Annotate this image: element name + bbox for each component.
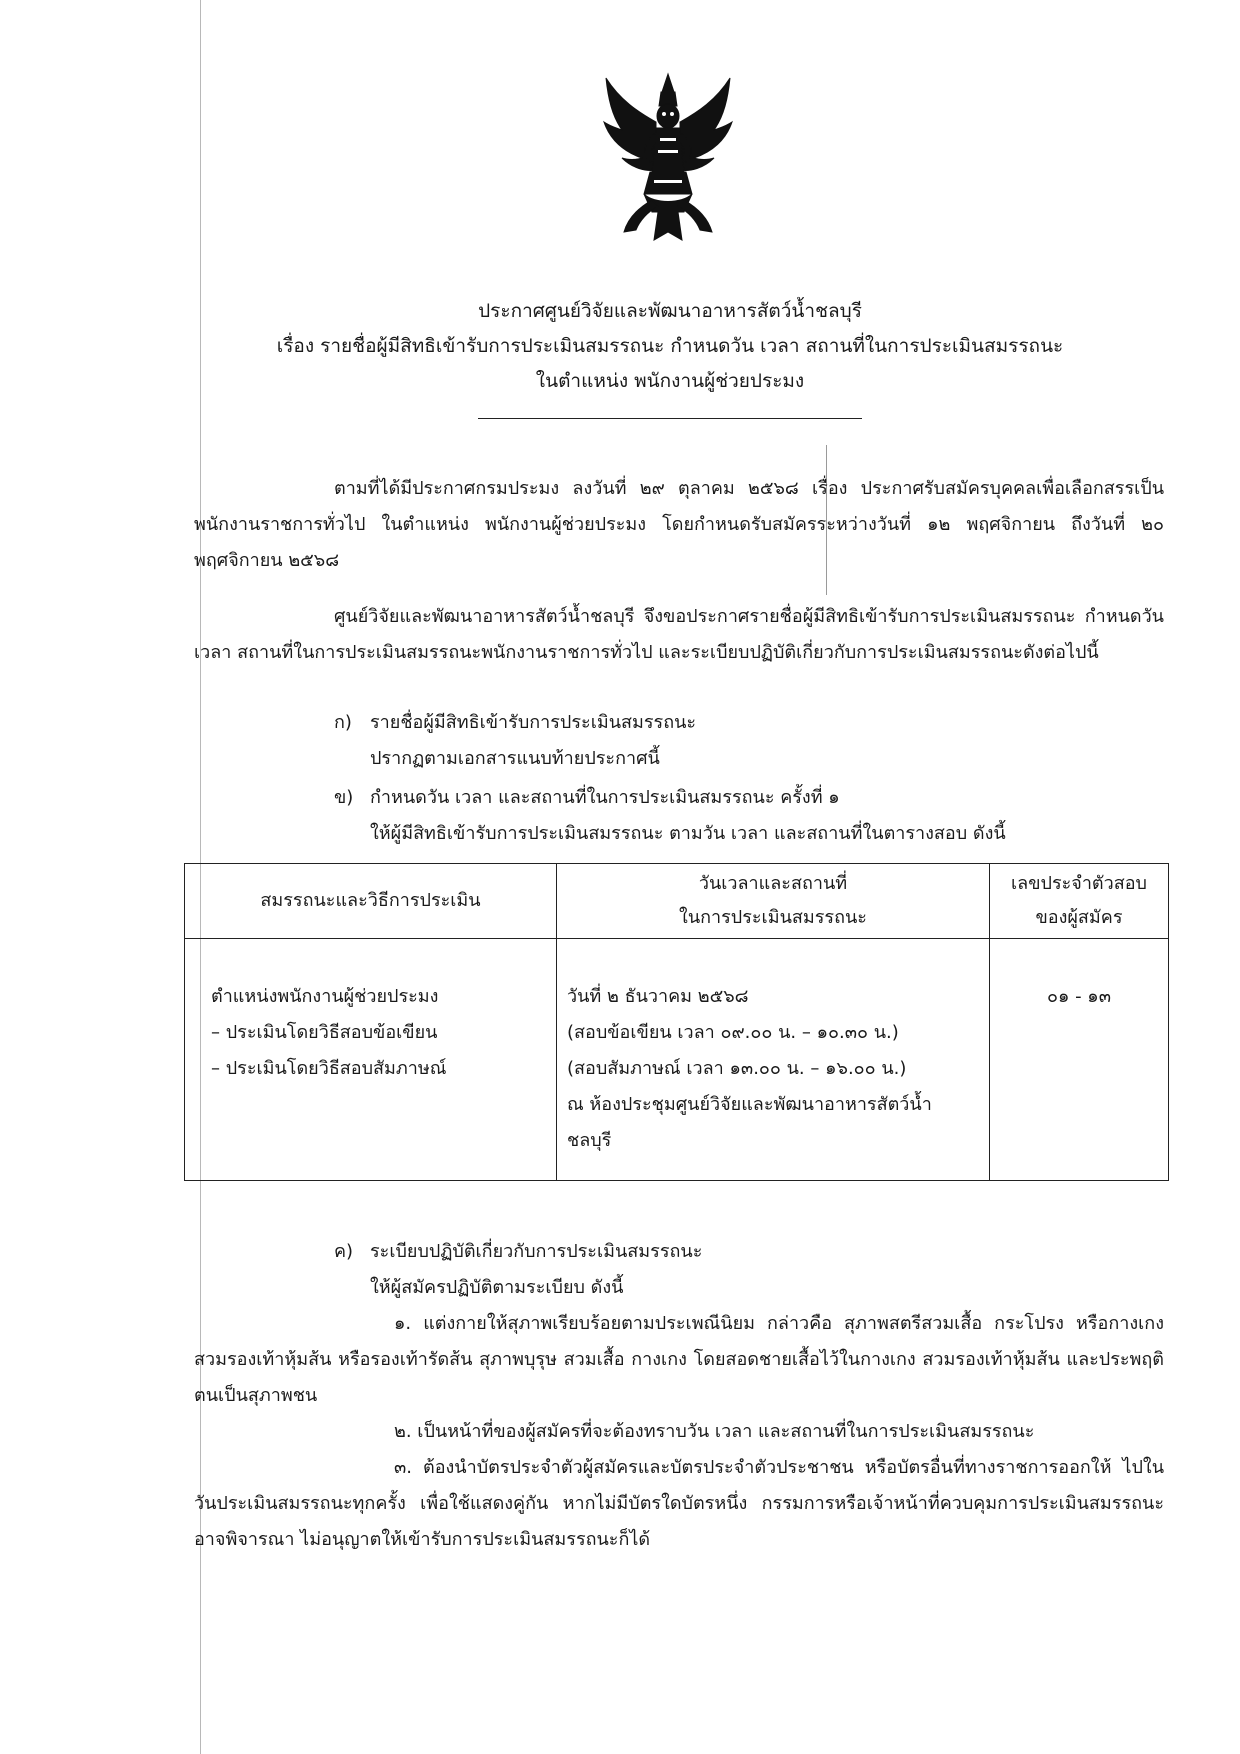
cell-method-interview: – ประเมินโดยวิธีสอบสัมภาษณ์	[211, 1058, 447, 1079]
cell-exam-id-text: ๐๑ - ๑๓	[1046, 986, 1112, 1007]
item-a-line1: รายชื่อผู้มีสิทธิเข้ารับการประเมินสมรรถนะ	[370, 712, 697, 733]
paragraph-reference: ตามที่ได้มีประกาศกรมประมง ลงวันที่ ๒๙ ตุลาคม ๒๕๖๘ เรื่อง ประกาศรับสมัครบุคคลเพื่อเลือกสรรเป็นพนักงานราชการทั่วไป ในตำแหน่ง พนักงานผู้ช่วยประมง โดยกำหนดรับสมัครระหว่างวันที่ ๑๒ พฤศจิกายน ถึงวันที่ ๒๐ พฤศจิกายน ๒๕๖๘	[194, 478, 1164, 571]
header-datetime-text-2: ในการประเมินสมรรถนะ	[679, 907, 867, 928]
rule-1-dress-code: ๑. แต่งกายให้สุภาพเรียบร้อยตามประเพณีนิยม กล่าวคือ สุภาพสตรีสวมเสื้อ กระโปรง หรือกางเกง สวมรองเท้าหุ้มส้น หรือรองเท้ารัดส้น สุภาพบุรุษ สวมเสื้อ กางเกง โดยสอดชายเสื้อไว้ในกางเกง สวมรองเท้าหุ้มส้น และประพฤติตนเป็นสุภาพชน	[194, 1313, 1164, 1406]
item-c-line2: ให้ผู้สมัครปฏิบัติตามระเบียบ ดังนี้	[370, 1277, 624, 1298]
position-line: ในตำแหน่ง พนักงานผู้ช่วยประมง	[535, 370, 805, 392]
cell-venue-city: ชลบุรี	[567, 1130, 612, 1151]
item-c-marker: ค)	[334, 1241, 354, 1262]
item-a-line2: ปรากฏตามเอกสารแนบท้ายประกาศนี้	[370, 748, 660, 769]
cell-competency	[185, 939, 557, 1181]
cell-date: วันที่ ๒ ธันวาคม ๒๕๖๘	[567, 986, 749, 1007]
header-competency-text: สมรรถนะและวิธีการประเมิน	[260, 890, 481, 911]
cell-method-written: – ประเมินโดยวิธีสอบข้อเขียน	[211, 1022, 438, 1043]
item-a-marker: ก)	[334, 712, 352, 733]
rule-3-id-card: ๓. ต้องนำบัตรประจำตัวผู้สมัครและบัตรประจำตัวประชาชน หรือบัตรอื่นที่ทางราชการออกให้ ไปในวันประเมินสมรรถนะทุกครั้ง เพื่อใช้แสดงคู่กัน หากไม่มีบัตรใดบัตรหนึ่ง กรรมการหรือเจ้าหน้าที่ควบคุมการประเมินสมรรถนะอาจพิจารณา ไม่อนุญาตให้เข้ารับการประเมินสมรรถนะก็ได้	[194, 1457, 1164, 1550]
exam-schedule-table	[184, 863, 1169, 1181]
header-exam-id	[990, 864, 1169, 939]
cell-written-time: (สอบข้อเขียน เวลา ๐๙.๐๐ น. – ๑๐.๓๐ น.)	[567, 1022, 899, 1043]
item-b-line1: กำหนดวัน เวลา และสถานที่ในการประเมินสมรรถนะ ครั้งที่ ๑	[370, 787, 840, 808]
announcement-title: ประกาศศูนย์วิจัยและพัฒนาอาหารสัตว์น้ำชลบุรี	[478, 300, 862, 322]
paragraph-announcement: ศูนย์วิจัยและพัฒนาอาหารสัตว์น้ำชลบุรี จึงขอประกาศรายชื่อผู้มีสิทธิเข้ารับการประเมินสมรรถนะ กำหนดวัน เวลา สถานที่ในการประเมินสมรรถนะพนักงานราชการทั่วไป และระเบียบปฏิบัติเกี่ยวกับการประเมินสมรรถนะดังต่อไปนี้	[194, 606, 1164, 663]
item-b-marker: ข)	[334, 787, 354, 808]
cell-venue: ณ ห้องประชุมศูนย์วิจัยและพัฒนาอาหารสัตว์น้ำ	[567, 1094, 932, 1115]
header-datetime-text-1: วันเวลาและสถานที่	[698, 873, 848, 894]
header-exam-id-text-1: เลขประจำตัวสอบ	[1011, 873, 1147, 894]
table-header-row	[185, 864, 1169, 939]
cell-datetime-place	[557, 939, 990, 1181]
item-b-line2: ให้ผู้มีสิทธิเข้ารับการประเมินสมรรถนะ ตามวัน เวลา และสถานที่ในตารางสอบ ดังนี้	[370, 823, 1006, 844]
cell-interview-time: (สอบสัมภาษณ์ เวลา ๑๓.๐๐ น. – ๑๖.๐๐ น.)	[567, 1058, 907, 1079]
header-divider	[478, 418, 862, 419]
table-row	[185, 939, 1169, 1181]
header-datetime-place	[557, 864, 990, 939]
garuda-emblem	[598, 72, 738, 244]
cell-position: ตำแหน่งพนักงานผู้ช่วยประมง	[211, 986, 439, 1007]
subject-line: เรื่อง รายชื่อผู้มีสิทธิเข้ารับการประเมินสมรรถนะ กำหนดวัน เวลา สถานที่ในการประเมินสมรรถนะ	[276, 335, 1064, 357]
item-c-line1: ระเบียบปฏิบัติเกี่ยวกับการประเมินสมรรถนะ	[370, 1241, 703, 1262]
cell-exam-id-range	[990, 939, 1169, 1181]
header-exam-id-text-2: ของผู้สมัคร	[1035, 907, 1123, 928]
rule-2-schedule: ๒. เป็นหน้าที่ของผู้สมัครที่จะต้องทราบวัน เวลา และสถานที่ในการประเมินสมรรถนะ	[394, 1421, 1035, 1442]
header-competency	[185, 864, 557, 939]
